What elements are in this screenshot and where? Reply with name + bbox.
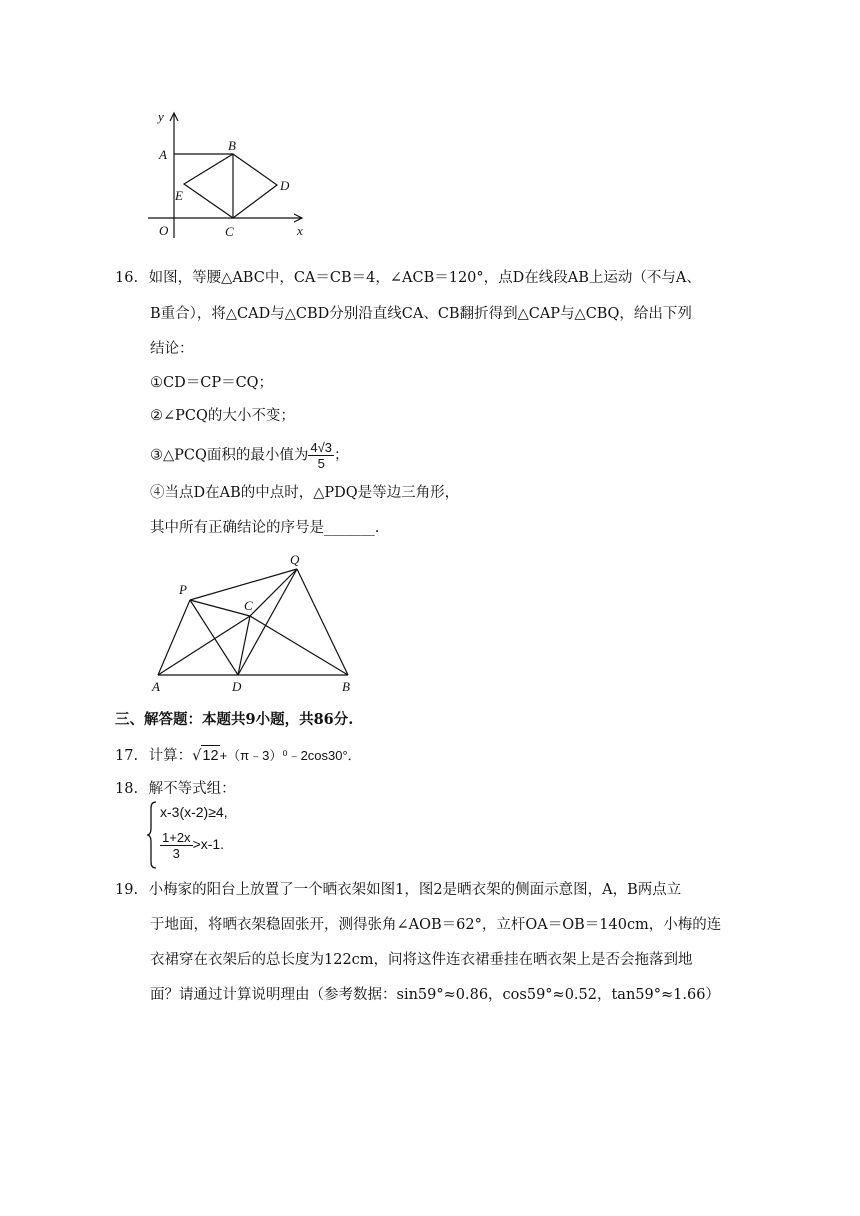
q19-line2: 于地面，将晒衣架稳固张开，测得张角∠AOB＝62°，立杆OA＝OB＝140cm，小梅的连	[150, 917, 722, 933]
label-P: P	[179, 582, 187, 597]
q17-number: 17.	[115, 748, 139, 764]
inequality-system	[146, 800, 326, 870]
q16-line2: B重合），将△CAD与△CBD分别沿直线CA、CB翻折得到△CAP与△CBQ，给出下列	[150, 306, 692, 322]
label-B2: B	[342, 679, 350, 694]
label-Q: Q	[290, 552, 300, 567]
label-x: x	[297, 223, 303, 238]
inequality-2: $\frac{1+2x}{3}$ >x-1.	[162, 830, 225, 861]
q16-line1	[115, 268, 701, 288]
label-O: O	[159, 223, 169, 238]
label-D2: D	[232, 679, 242, 694]
q16-text-1: 如图，等腰△ABC中，CA＝CB＝4，∠ACB＝120°，点D在线段AB上运动（不与A、	[148, 270, 701, 286]
inequality-1: x-3(x-2)≥4,	[160, 804, 228, 820]
q17-pre: 计算：	[148, 748, 193, 764]
q16-conclusion-4: ④当点D在AB的中点时，△PDQ是等边三角形，	[150, 485, 460, 501]
q16-c3-text: ③△PCQ面积的最小值为	[150, 447, 309, 464]
sqrt-radicand: 12	[201, 745, 219, 766]
label-E: E	[175, 188, 183, 203]
q16-line3: 结论：	[150, 341, 194, 357]
figure-coordinate-diagram	[140, 105, 315, 245]
q16-conclusion-1: ①CD＝CP＝CQ；	[150, 375, 274, 391]
left-brace	[146, 800, 158, 870]
q17-rest: +（π﹣3）⁰﹣2cos30°．	[219, 748, 361, 763]
q18-number: 18.	[115, 781, 139, 797]
q16-number: 16.	[115, 270, 139, 286]
label-B: B	[228, 138, 236, 153]
label-A: A	[159, 147, 167, 162]
q16-ask: 其中所有正确结论的序号是_______.	[150, 520, 380, 536]
sqrt-symbol: √	[192, 748, 202, 764]
label-A2: A	[152, 679, 160, 694]
q16-conclusion-2: ②∠PCQ的大小不变；	[150, 408, 295, 424]
figure-triangle-diagram	[148, 550, 368, 698]
q17-line	[115, 745, 361, 766]
q18-text: 解不等式组：	[148, 781, 236, 797]
fraction-1plus2x-over-3: $\frac{1+2x}{3}$	[162, 830, 191, 861]
q16-conclusion-3: ③△PCQ面积的最小值为 $\frac{4√3}{5}$ ；	[150, 440, 349, 471]
q19-number: 19.	[115, 882, 139, 898]
q19-line3: 衣裙穿在衣架后的总长度为122cm，问将这件连衣裙垂挂在晒衣架上是否会拖落到地	[150, 952, 693, 968]
q18-line	[115, 779, 236, 799]
q19-line4: 面？请通过计算说明理由（参考数据：sin59°≈0.86，cos59°≈0.52，tan59°≈1.66）	[150, 987, 720, 1003]
label-y: y	[158, 109, 164, 124]
label-C2: C	[244, 598, 253, 613]
q19-line1	[115, 880, 681, 900]
fraction-min-area: $\frac{4√3}{5}$	[310, 440, 332, 471]
q19-text-1: 小梅家的阳台上放置了一个晒衣架如图1，图2是晒衣架的侧面示意图，A，B两点立	[148, 882, 682, 898]
section-heading: 三、解答题：本题共9小题，共86分.	[115, 711, 354, 728]
label-D: D	[280, 178, 290, 193]
label-C: C	[225, 224, 234, 239]
